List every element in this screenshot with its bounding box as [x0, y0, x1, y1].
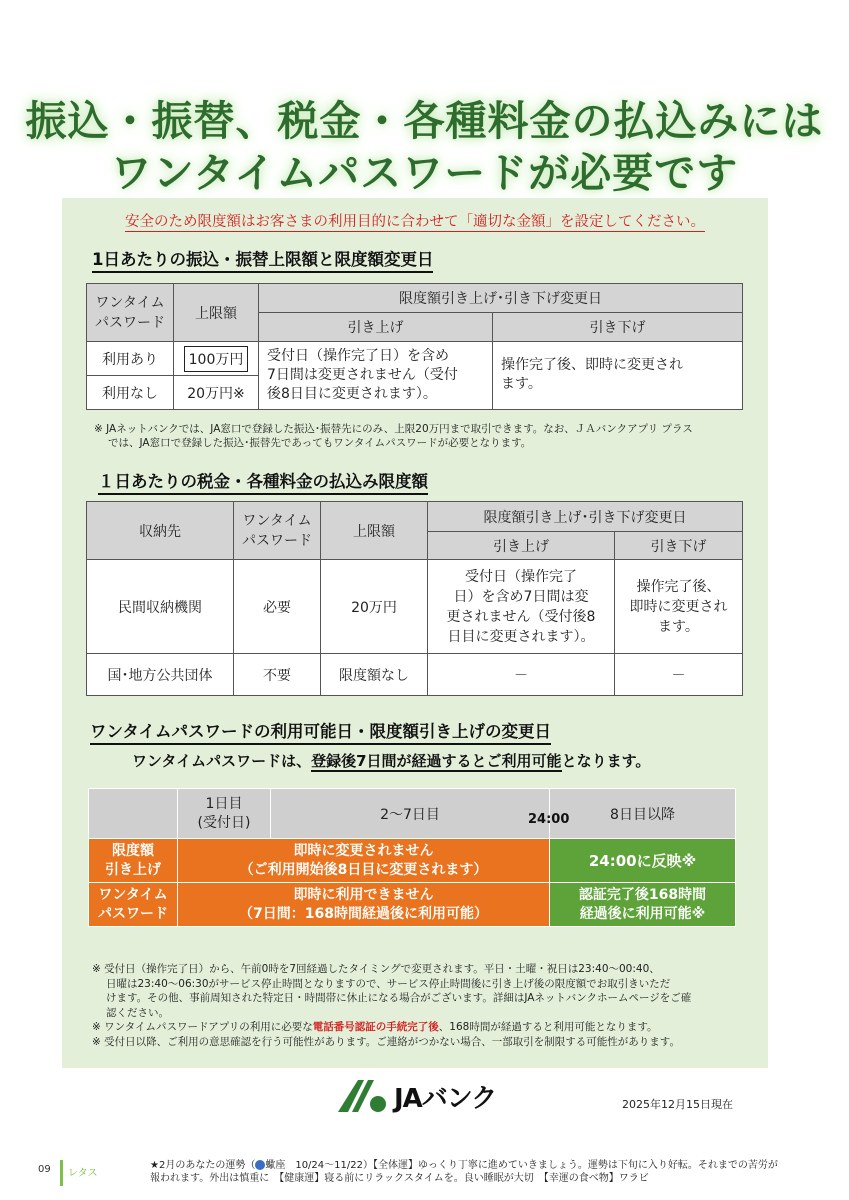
page-title-line1: 振込・振替、税金・各種料金の払込みには: [25, 97, 824, 145]
payee-private: 民間収納機関: [87, 560, 234, 654]
payee-private-down: 操作完了後、 即時に変更され ます。: [615, 560, 743, 654]
page-title-line2: ワンタイムパスワードが必要です: [110, 149, 739, 197]
col-up: 引き上げ: [259, 313, 493, 342]
section1-note: ※ JAネットバンクでは、JA窓口で登録した振込･振替先にのみ、上限20万円まで取引できます。なお、ＪＡバンクアプリ プラス では、JA窓口で登録した振込･振替先であってもワンタイムパスワードが必要となります。: [94, 423, 693, 449]
payee-public-otp: 不要: [234, 654, 321, 696]
down-change-text: 操作完了後、即時に変更され ます。: [493, 342, 743, 410]
footer-label: レタス: [68, 1168, 98, 1179]
section3-subtitle: ワンタイムパスワードは、登録後7日間が経過するとご利用可能となります。: [132, 752, 651, 770]
horoscope-text: ★2月のあなたの運勢（ 蠍座 10/24～11/22）【全体運】ゆっくり丁寧に進めていきましょう。運勢は下旬に入り好転。それまでの苦労が 報われます。外出は慎重に 【健康運】寝る前にリラックスタイムを。良い睡眠が大切 【幸運の食べ物】ワラビ: [150, 1160, 778, 1184]
sched-day1: 1日目 (受付日): [178, 789, 271, 839]
payee-public: 国･地方公共団体: [87, 654, 234, 696]
col-otp2: ワンタイム パスワード: [234, 502, 321, 560]
bottom-notes: ※ 受付日（操作完了日）から、午前0時を7回経過したタイミングで変更されます。平日・土曜・祝日は23:40～00:40、 日曜は23:40～06:30がサービス停止時間となりますので、サービス停止時間後に引き上げ後の限度額でお取引きいただ けます。その他、事前周知された特定日・時間帯に休止になる場合がございます。詳細はJAネットバンクホームページをご確 認ください。 ※ ワンタイムパスワードアプリの利用に必要な電話番号認証の手続完了後、168時間が経過すると利用可能となります。 ※ 受付日以降、ご利用の意思確認を行う可能性があります。ご連絡がつかない場合、一部取引を制限する可能性があります。: [92, 963, 692, 1048]
col-otp: ワンタイム パスワード: [87, 284, 174, 342]
col-up2: 引き上げ: [428, 532, 615, 560]
sched-row1-right: 24:00に反映※: [550, 839, 736, 883]
col-change-date: 限度額引き上げ･引き下げ変更日: [259, 284, 743, 313]
schedule-table: [88, 788, 736, 927]
up-change-text: 受付日（操作完了日）を含め 7日間は変更されません（受付 後8日目に変更されます）。: [259, 342, 493, 410]
payee-private-up: 受付日（操作完了 日）を含め7日間は変 更されません（受付後8 日目に変更されます）。: [428, 560, 615, 654]
sched-day2-7: 2～7日目: [271, 789, 550, 839]
payee-public-up: －: [428, 654, 615, 696]
sched-row2-right: 認証完了後168時間 経過後に利用可能※: [550, 883, 736, 927]
sched-corner: [89, 789, 178, 839]
payee-private-limit: 20万円: [321, 560, 428, 654]
row-otp-yes-label: 利用あり: [87, 342, 174, 376]
sched-time-label: 24:00: [528, 812, 570, 827]
section2-heading: １日あたりの税金・各種料金の払込み限度額: [98, 468, 428, 495]
col-down: 引き下げ: [493, 313, 743, 342]
payee-public-limit: 限度額なし: [321, 654, 428, 696]
payee-public-down: －: [615, 654, 743, 696]
sched-row2-mid: 即時に利用できません （7日間：168時間経過後に利用可能）: [178, 883, 550, 927]
col-payee: 収納先: [87, 502, 234, 560]
footer-bar: [0, 1150, 849, 1200]
transfer-limit-table: [86, 283, 743, 410]
col-change-date2: 限度額引き上げ･引き下げ変更日: [428, 502, 743, 532]
sched-row1-mid: 即時に変更されません （ご利用開始後8日目に変更されます）: [178, 839, 550, 883]
section1-heading: 1日あたりの振込・振替上限額と限度額変更日: [92, 246, 433, 273]
content-panel: [62, 198, 768, 1068]
sched-day8: 8日目以降: [550, 789, 736, 839]
tax-limit-table: [86, 501, 743, 696]
ja-bank-logo: JAバンク: [338, 1078, 496, 1115]
row-otp-yes-limit: 100万円: [174, 342, 259, 376]
page-number: 09: [38, 1164, 51, 1175]
row-otp-no-limit: 20万円※: [174, 376, 259, 410]
scorpio-icon: [255, 1160, 265, 1170]
col-down2: 引き下げ: [615, 532, 743, 560]
notice-text: 安全のため限度額はお客さまの利用目的に合わせて「適切な金額」を設定してください。: [125, 214, 705, 230]
ja-logo-icon: [338, 1080, 388, 1114]
sched-row2-label: ワンタイム パスワード: [89, 883, 178, 927]
col-limit2: 上限額: [321, 502, 428, 560]
section3-heading: ワンタイムパスワードの利用可能日・限度額引き上げの変更日: [90, 718, 551, 745]
col-limit: 上限額: [174, 284, 259, 342]
row-otp-no-label: 利用なし: [87, 376, 174, 410]
footer-accent-bar: [60, 1160, 63, 1186]
sched-row1-label: 限度額 引き上げ: [89, 839, 178, 883]
as-of-date: 2025年12月15日現在: [622, 1098, 733, 1111]
payee-private-otp: 必要: [234, 560, 321, 654]
